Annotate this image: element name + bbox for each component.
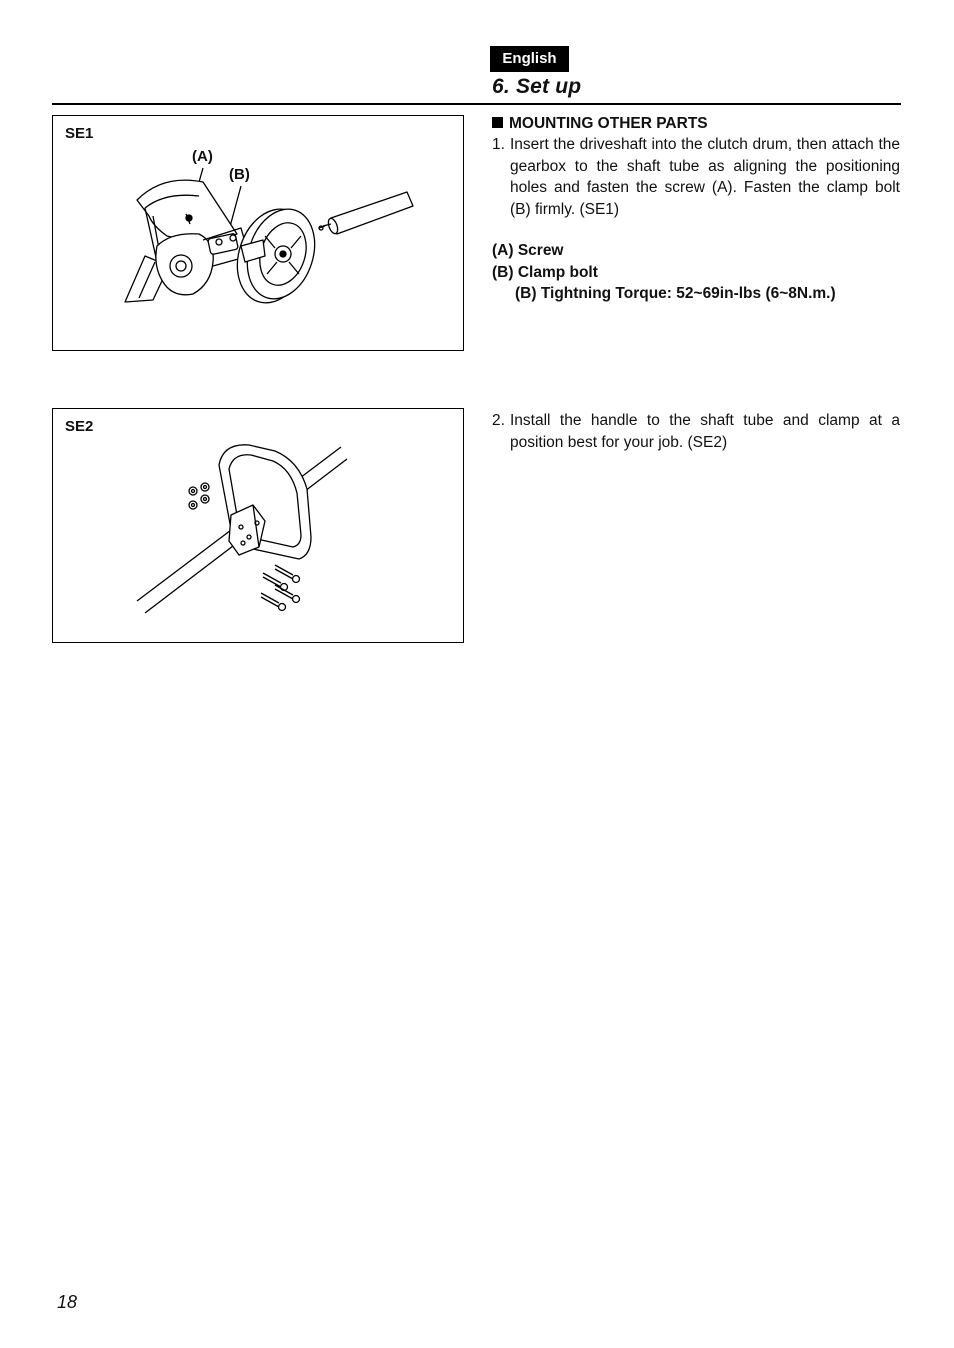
step-2 [492,410,900,453]
step-1-number: 1. [492,136,505,153]
definition-a: (A) Screw [492,242,564,259]
section-heading-text: MOUNTING OTHER PARTS [509,115,708,132]
figure-se2-label: SE2 [65,418,94,435]
page-number: 18 [57,1292,78,1312]
definition-b: (B) Clamp bolt [492,264,598,281]
callout-a: (A) [192,148,213,165]
section-title: 6. Set up [492,75,582,98]
step-2-text: Install the handle to the shaft tube and clamp at a position best for your job. (SE2) [510,412,900,451]
header-rule [52,103,901,105]
figure-se1 [52,115,464,351]
step-1-text: Insert the driveshaft into the clutch drum, then attach the gearbox to the shaft tube as aligning the positioning holes and fasten the screw (A). Fasten the clamp bolt (B) firmly. (SE1) [510,136,900,218]
edger-assembly-illustration [53,116,463,350]
square-bullet-icon [492,117,503,128]
figure-se1-label: SE1 [65,125,94,142]
figure-se2 [52,408,464,643]
language-badge: English [490,46,569,72]
handle-assembly-illustration [53,409,463,642]
section-heading [492,113,708,134]
torque-spec: (B) Tightning Torque: 52~69in-lbs (6~8N.m.) [515,285,836,302]
step-1 [492,134,900,220]
callout-b: (B) [229,166,250,183]
step-2-number: 2. [492,412,505,429]
